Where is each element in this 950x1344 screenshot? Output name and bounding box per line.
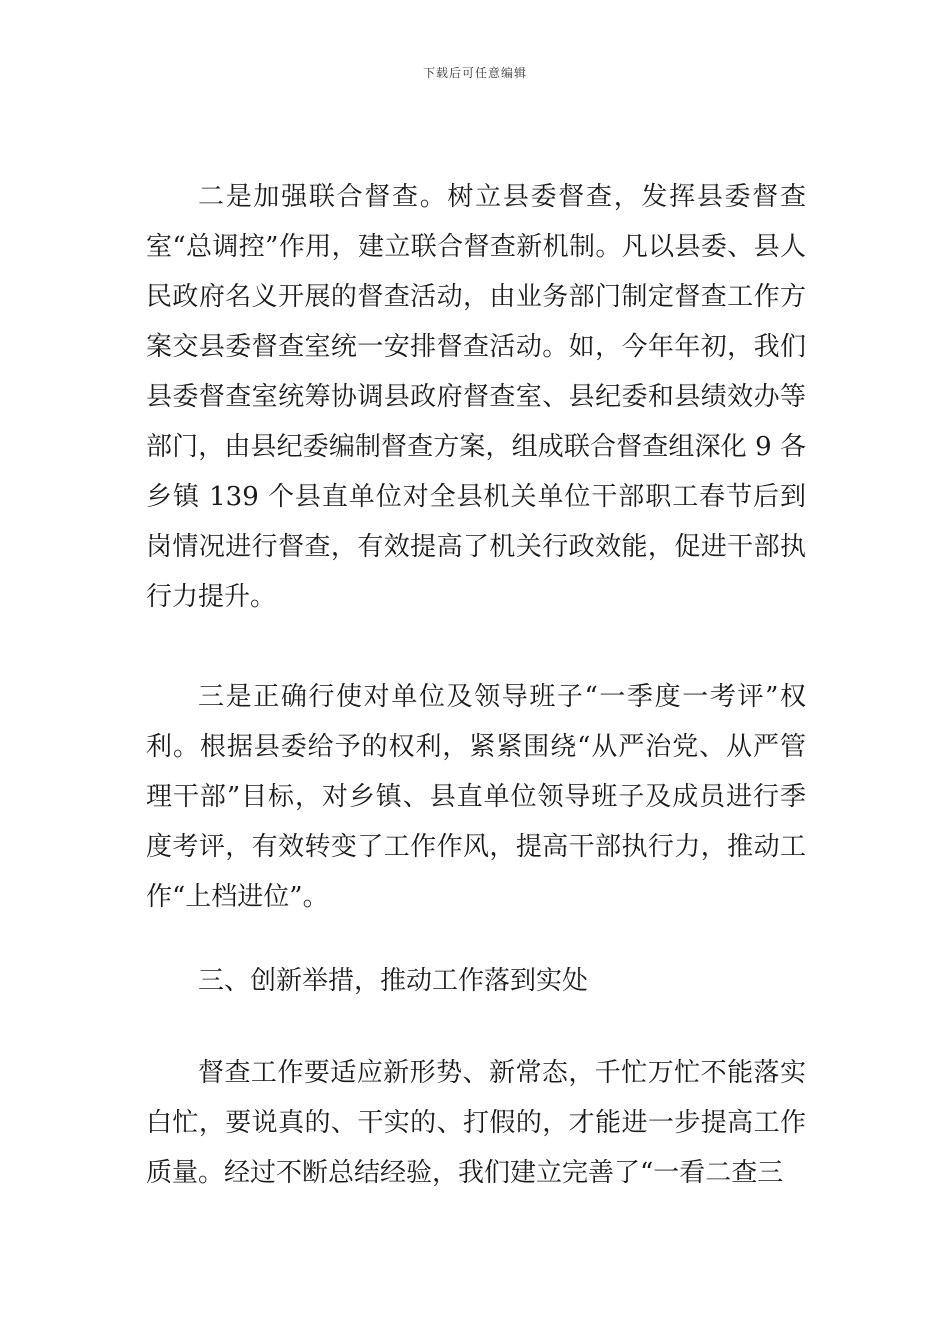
paragraph-joint-supervision: 二是加强联合督查。树立县委督查，发挥县委督查室“总调控”作用，建立联合督查新机制。凡以县委、县人民政府名义开展的督查活动，由业务部门制定督查工作方案交县委督查室统一安排督查活动。如，今年年初，我们县委督查室统筹协调县政府督查室、县纪委和县绩效办等部门，由县纪委编制督查方案，组成联合督查组深化 9 各乡镇 139 个县直单位对全县机关单位干部职工春节后到岗情况进行督查，有效提高了机关行政效能，促进干部执行力提升。 (146, 182, 806, 612)
page-header: 下载后可任意编辑 (422, 66, 527, 80)
section-heading: 三、创新举措，推动工作落到实处 (198, 966, 589, 996)
paragraph-spacer (146, 622, 806, 672)
paragraph-quarterly-evaluation: 三是正确行使对单位及领导班子“一季度一考评”权利。根据县委给予的权利，紧紧围绕“从严治党、从严管理干部”目标，对乡镇、县直单位领导班子及成员进行季度考评，有效转变了工作作风，提高干部执行力，推动工作“上档进位”。 (146, 682, 806, 912)
paragraph-new-measures: 督查工作要适应新形势、新常态，千忙万忙不能落实白忙，要说真的、干实的、打假的，才能进一步提高工作质量。经过不断总结经验，我们建立完善了“一看二查三 (146, 1058, 806, 1188)
document-body (146, 172, 806, 1198)
paragraph-spacer (146, 922, 806, 956)
paragraph-spacer (146, 1006, 806, 1048)
